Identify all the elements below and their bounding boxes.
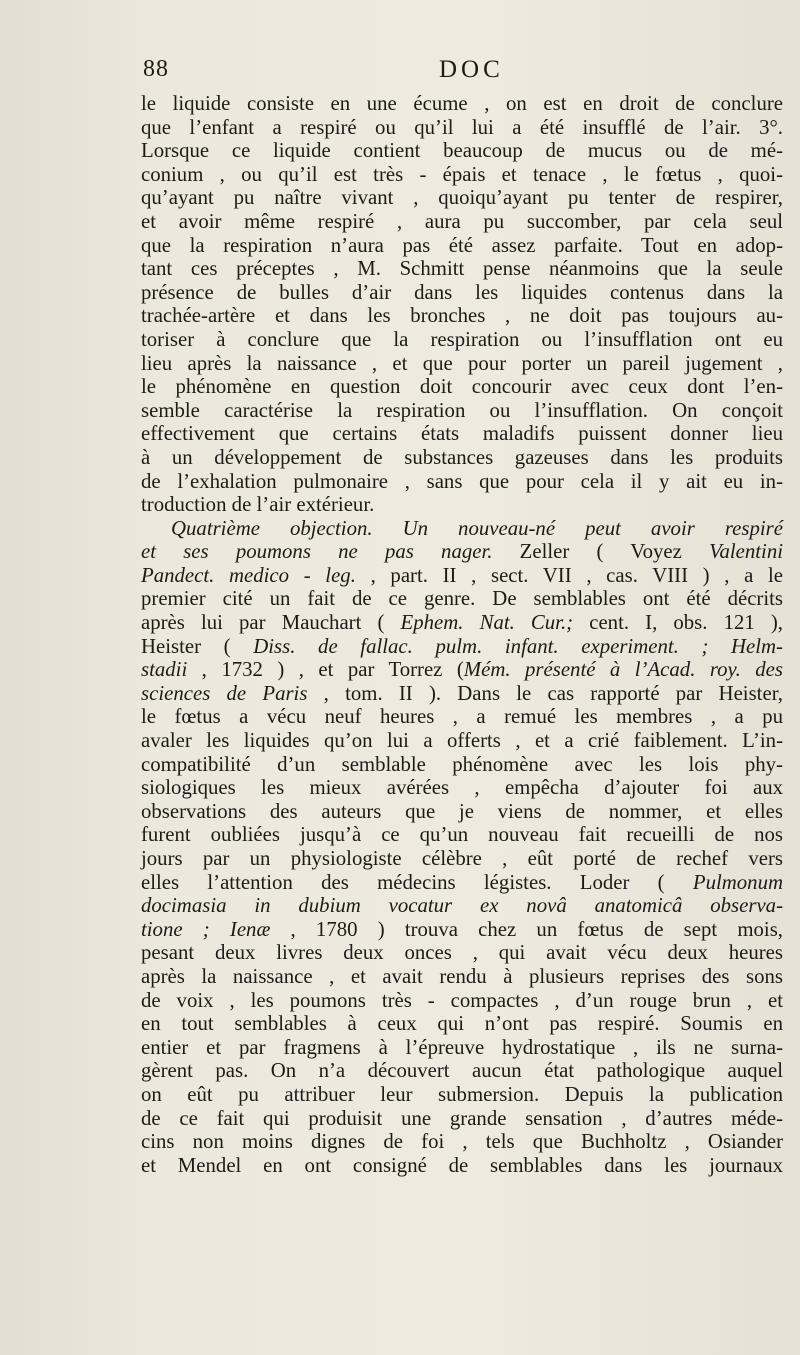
text-segment: observations des auteurs que je viens de nommer, et elles bbox=[141, 799, 783, 823]
text-line bbox=[141, 658, 783, 682]
page-header bbox=[143, 56, 783, 92]
text-segment: que l’enfant a respiré ou qu’il lui a été insufflé de l’air. 3°. bbox=[141, 115, 783, 139]
text-segment: compatibilité d’un semblable phénomène avec les lois phy- bbox=[141, 752, 783, 776]
text-segment: cins non moins dignes de foi , tels que Buchholtz , Osiander bbox=[141, 1130, 783, 1154]
text-line bbox=[141, 729, 783, 753]
text-segment: tant ces préceptes , M. Schmitt pense néanmoins que la seule bbox=[141, 257, 783, 281]
text-line bbox=[141, 328, 783, 352]
text-segment: et Mendel en ont consigné de semblables dans les journaux bbox=[141, 1153, 783, 1177]
italic-text: sciences de Paris bbox=[141, 681, 308, 705]
italic-text: Ephem. Nat. Cur.; bbox=[400, 611, 574, 635]
running-head: DOC bbox=[439, 56, 504, 83]
text-segment: , tom. II ). Dans le cas rapporté par Heister, bbox=[307, 681, 783, 705]
text-segment: elles l’attention des médecins légistes. Loder ( bbox=[141, 870, 693, 894]
text-line bbox=[141, 399, 783, 423]
italic-text: stadii bbox=[141, 658, 188, 682]
text-segment: de ce fait qui produisit une grande sensation , d’autres méde- bbox=[141, 1106, 783, 1130]
text-line bbox=[141, 1059, 783, 1083]
text-segment: le fœtus a vécu neuf heures , a remué les membres , a pu bbox=[141, 705, 783, 729]
italic-text: Mém. présenté à l’Acad. roy. des bbox=[463, 658, 784, 682]
text-segment: qu’ayant pu naître vivant , quoiqu’ayant pu tenter de respirer, bbox=[141, 186, 783, 210]
text-line bbox=[141, 753, 783, 777]
text-line bbox=[141, 446, 783, 470]
text-segment: premier cité un fait de ce genre. De semblables ont été décrits bbox=[141, 587, 783, 611]
text-segment: trachée-artère et dans les bronches , ne doit pas toujours au- bbox=[141, 304, 783, 328]
text-segment: on eût pu attribuer leur submersion. Depuis la publication bbox=[141, 1082, 783, 1106]
italic-text: et ses poumons ne pas nager. bbox=[141, 540, 493, 564]
text-segment: gèrent pas. On n’a découvert aucun état pathologique auquel bbox=[141, 1059, 783, 1083]
text-line bbox=[141, 493, 783, 517]
italic-text: Pulmonum bbox=[692, 870, 783, 894]
text-line bbox=[141, 1130, 783, 1154]
text-line bbox=[141, 281, 783, 305]
text-line bbox=[141, 871, 783, 895]
body-text bbox=[141, 92, 783, 1177]
italic-text: Quatrième objection. Un nouveau-né peut avoir respiré bbox=[171, 516, 783, 540]
text-line bbox=[141, 800, 783, 824]
text-line bbox=[141, 941, 783, 965]
text-line bbox=[141, 918, 783, 942]
text-segment: effectivement que certains états maladifs puissent donner lieu bbox=[141, 422, 783, 446]
text-line bbox=[141, 635, 783, 659]
italic-text: docimasia in dubium vocatur ex novâ anatomicâ observa- bbox=[141, 894, 783, 918]
text-segment: , part. II , sect. VII , cas. VIII ) , a le bbox=[355, 563, 783, 587]
text-segment: , 1732 ) , et par Torrez ( bbox=[187, 658, 464, 682]
text-line bbox=[141, 989, 783, 1013]
text-segment: en tout semblables à ceux qui n’ont pas respiré. Soumis en bbox=[141, 1012, 783, 1036]
page-number: 88 bbox=[143, 56, 169, 82]
text-line bbox=[141, 776, 783, 800]
text-line bbox=[141, 470, 783, 494]
text-line bbox=[141, 517, 783, 541]
text-segment: après la naissance , et avait rendu à plusieurs reprises des sons bbox=[141, 964, 783, 988]
text-segment: après lui par Mauchart ( bbox=[141, 611, 401, 635]
text-line bbox=[141, 352, 783, 376]
text-segment: de voix , les poumons très - compactes , d’un rouge brun , et bbox=[141, 988, 783, 1012]
text-line bbox=[141, 1036, 783, 1060]
text-line bbox=[141, 587, 783, 611]
text-line bbox=[141, 682, 783, 706]
text-segment: , 1780 ) trouva chez un fœtus de sept mois, bbox=[270, 917, 783, 941]
text-line bbox=[141, 705, 783, 729]
text-segment: Lorsque ce liquide contient beaucoup de mucus ou de mé- bbox=[141, 139, 783, 163]
text-line bbox=[141, 1154, 783, 1178]
text-line bbox=[141, 163, 783, 187]
text-segment: conium , ou qu’il est très - épais et tenace , le fœtus , quoi- bbox=[141, 162, 783, 186]
text-segment: furent oubliées jusqu’à ce qu’un nouveau fait recueilli de nos bbox=[141, 823, 783, 847]
text-line bbox=[141, 1083, 783, 1107]
text-segment: Heister ( bbox=[141, 634, 254, 658]
text-line bbox=[141, 116, 783, 140]
text-segment: siologiques les mieux avérées , empêcha d’ajouter foi aux bbox=[141, 776, 783, 800]
text-segment: présence de bulles d’air dans les liquides contenus dans la bbox=[141, 280, 783, 304]
text-line bbox=[141, 823, 783, 847]
text-line bbox=[141, 234, 783, 258]
text-segment: jours par un physiologiste célèbre , eût porté de rechef vers bbox=[141, 847, 783, 870]
text-segment: le liquide consiste en une écume , on est en droit de conclure bbox=[141, 92, 783, 115]
text-segment: avaler les liquides qu’on lui a offerts , et a crié faiblement. L’in- bbox=[141, 729, 783, 753]
text-segment: à un développement de substances gazeuses dans les produits bbox=[141, 445, 783, 469]
text-segment: Zeller ( Voyez bbox=[492, 540, 710, 564]
text-segment: que la respiration n’aura pas été assez parfaite. Tout en adop- bbox=[141, 233, 783, 257]
text-line bbox=[141, 375, 783, 399]
italic-text: Pandect. medico - leg. bbox=[141, 563, 356, 587]
text-line bbox=[141, 540, 783, 564]
text-segment: et avoir même respiré , aura pu succomber, par cela seul bbox=[141, 209, 783, 233]
text-line bbox=[141, 304, 783, 328]
text-segment: toriser à conclure que la respiration ou l’insufflation ont eu bbox=[141, 327, 783, 351]
text-line bbox=[141, 257, 783, 281]
text-line bbox=[141, 1012, 783, 1036]
text-line bbox=[141, 139, 783, 163]
text-line bbox=[141, 965, 783, 989]
text-segment: de l’exhalation pulmonaire , sans que pour cela il y ait eu in- bbox=[141, 469, 783, 493]
text-segment: pesant deux livres deux onces , qui avait vécu deux heures bbox=[141, 941, 783, 965]
italic-text: Valentini bbox=[709, 540, 783, 564]
text-segment: troduction de l’air extérieur. bbox=[141, 493, 375, 517]
text-line bbox=[141, 611, 783, 635]
text-line bbox=[141, 894, 783, 918]
text-line bbox=[141, 564, 783, 588]
text-line bbox=[141, 186, 783, 210]
text-line bbox=[141, 210, 783, 234]
text-segment: entier et par fragmens à l’épreuve hydrostatique , ils ne surna- bbox=[141, 1035, 783, 1059]
italic-text: tione ; Ienæ bbox=[141, 917, 271, 941]
text-segment: semble caractérise la respiration ou l’insufflation. On conçoit bbox=[141, 398, 783, 422]
text-line bbox=[141, 847, 783, 871]
text-line bbox=[141, 1107, 783, 1131]
text-segment: lieu après la naissance , et que pour porter un pareil jugement , bbox=[141, 351, 783, 375]
italic-text: Diss. de fallac. pulm. infant. experiment. ; Helm- bbox=[253, 634, 783, 658]
text-segment: cent. I, obs. 121 ), bbox=[573, 611, 783, 635]
text-line bbox=[141, 422, 783, 446]
text-segment: le phénomène en question doit concourir avec ceux dont l’en- bbox=[141, 375, 783, 399]
text-line bbox=[141, 92, 783, 116]
